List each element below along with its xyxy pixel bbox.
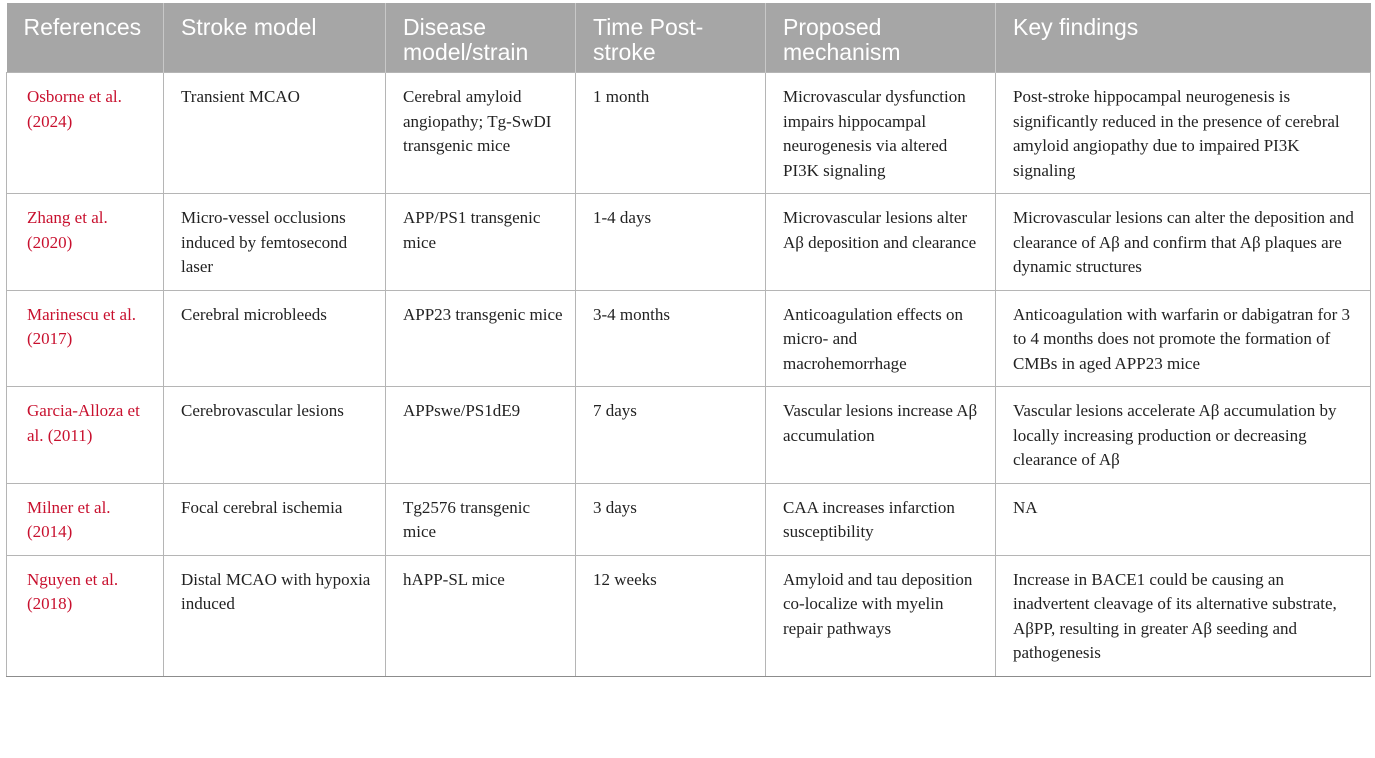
header-stroke-model: Stroke model	[164, 3, 386, 73]
reference-link[interactable]: Osborne et al. (2024)	[7, 73, 164, 194]
cell-time-post-stroke: 12 weeks	[576, 555, 766, 676]
cell-key-findings: NA	[996, 483, 1371, 555]
reference-link[interactable]: Zhang et al. (2020)	[7, 194, 164, 291]
table-row	[7, 387, 1371, 484]
header-references: References	[7, 3, 164, 73]
cell-proposed-mechanism: Microvascular dysfunction impairs hippocampal neurogenesis via altered PI3K signaling	[766, 73, 996, 194]
table-body	[7, 73, 1371, 677]
header-time-post-stroke: Time Post-stroke	[576, 3, 766, 73]
reference-link[interactable]: Nguyen et al. (2018)	[7, 555, 164, 676]
data-table	[6, 3, 1371, 677]
cell-disease-model-strain: hAPP-SL mice	[386, 555, 576, 676]
table-row	[7, 194, 1371, 291]
cell-stroke-model: Distal MCAO with hypoxia induced	[164, 555, 386, 676]
cell-proposed-mechanism: CAA increases infarction susceptibility	[766, 483, 996, 555]
cell-disease-model-strain: Cerebral amyloid angiopathy; Tg-SwDI transgenic mice	[386, 73, 576, 194]
reference-link[interactable]: Marinescu et al. (2017)	[7, 290, 164, 387]
cell-key-findings: Anticoagulation with warfarin or dabigatran for 3 to 4 months does not promote the formation of CMBs in aged APP23 mice	[996, 290, 1371, 387]
cell-stroke-model: Focal cerebral ischemia	[164, 483, 386, 555]
cell-time-post-stroke: 3 days	[576, 483, 766, 555]
cell-disease-model-strain: APP/PS1 transgenic mice	[386, 194, 576, 291]
cell-time-post-stroke: 3-4 months	[576, 290, 766, 387]
cell-key-findings: Increase in BACE1 could be causing an inadvertent cleavage of its alternative substrate, AβPP, resulting in greater Aβ seeding and pathogenesis	[996, 555, 1371, 676]
cell-time-post-stroke: 1 month	[576, 73, 766, 194]
table-row	[7, 483, 1371, 555]
cell-proposed-mechanism: Vascular lesions increase Aβ accumulation	[766, 387, 996, 484]
cell-disease-model-strain: APPswe/PS1dE9	[386, 387, 576, 484]
header-key-findings: Key findings	[996, 3, 1371, 73]
cell-key-findings: Post-stroke hippocampal neurogenesis is significantly reduced in the presence of cerebral amyloid angiopathy due to impaired PI3K signaling	[996, 73, 1371, 194]
reference-link[interactable]: Garcia-Alloza et al. (2011)	[7, 387, 164, 484]
cell-stroke-model: Transient MCAO	[164, 73, 386, 194]
cell-key-findings: Microvascular lesions can alter the deposition and clearance of Aβ and confirm that Aβ plaques are dynamic structures	[996, 194, 1371, 291]
cell-proposed-mechanism: Microvascular lesions alter Aβ deposition and clearance	[766, 194, 996, 291]
cell-time-post-stroke: 1-4 days	[576, 194, 766, 291]
cell-proposed-mechanism: Anticoagulation effects on micro- and macrohemorrhage	[766, 290, 996, 387]
cell-proposed-mechanism: Amyloid and tau deposition co-localize with myelin repair pathways	[766, 555, 996, 676]
table-header	[7, 3, 1371, 73]
table-row	[7, 290, 1371, 387]
data-table-container	[6, 3, 1370, 677]
cell-disease-model-strain: Tg2576 transgenic mice	[386, 483, 576, 555]
header-proposed-mechanism: Proposed mechanism	[766, 3, 996, 73]
table-row	[7, 73, 1371, 194]
cell-stroke-model: Cerebral microbleeds	[164, 290, 386, 387]
cell-stroke-model: Cerebrovascular lesions	[164, 387, 386, 484]
cell-stroke-model: Micro-vessel occlusions induced by femtosecond laser	[164, 194, 386, 291]
cell-key-findings: Vascular lesions accelerate Aβ accumulation by locally increasing production or decreasing clearance of Aβ	[996, 387, 1371, 484]
header-disease-model-strain: Disease model/strain	[386, 3, 576, 73]
cell-disease-model-strain: APP23 transgenic mice	[386, 290, 576, 387]
header-row	[7, 3, 1371, 73]
cell-time-post-stroke: 7 days	[576, 387, 766, 484]
table-row	[7, 555, 1371, 676]
reference-link[interactable]: Milner et al. (2014)	[7, 483, 164, 555]
